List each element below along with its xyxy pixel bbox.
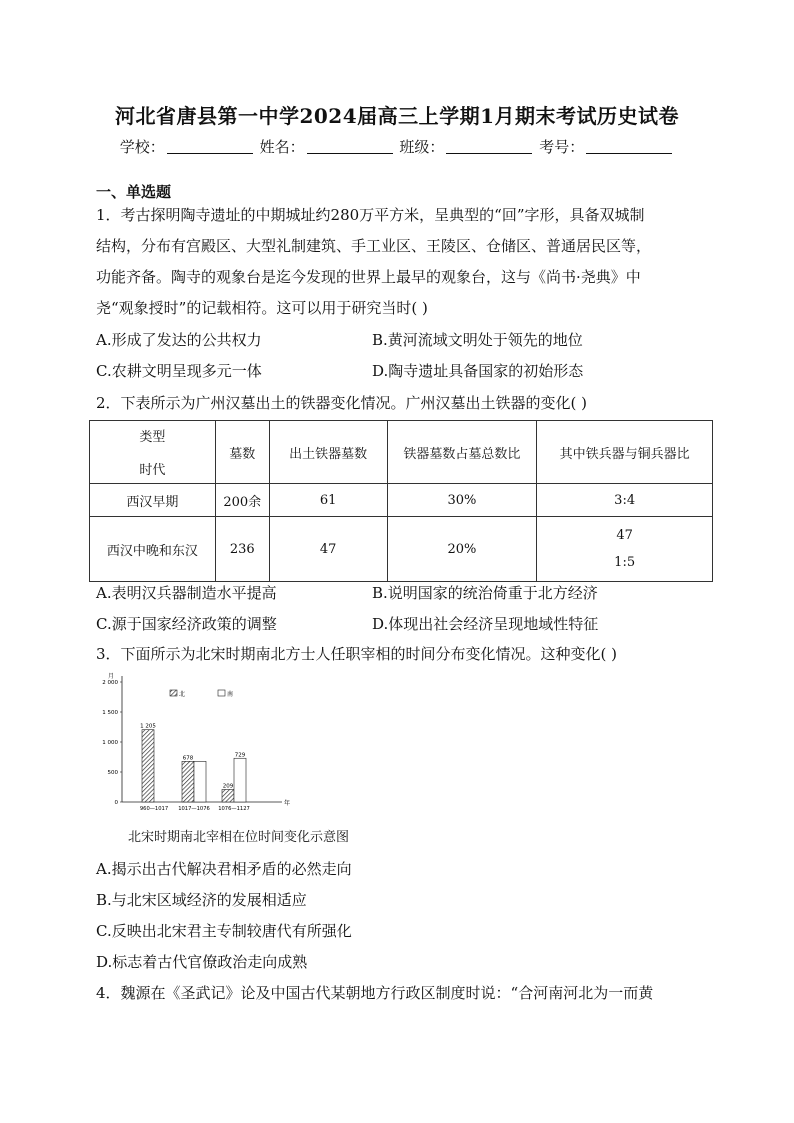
y-tick-label: 500	[107, 770, 118, 776]
table-cell: 47	[269, 517, 387, 582]
x-tick-label: 1076—1127	[218, 806, 250, 812]
q1-line-1: 1．考古探明陶寺遗址的中期城址约280万平方米，呈典型的“回”字形，具备双城制	[96, 206, 645, 224]
q2-stem: 2．下表所示为广州汉墓出土的铁器变化情况。广州汉墓出土铁器的变化( )	[96, 394, 588, 412]
bar-data-label: 729	[234, 752, 246, 759]
q2-option-c[interactable]: C.源于国家经济政策的调整	[96, 615, 277, 633]
q1-option-c[interactable]: C.农耕文明呈现多元一体	[96, 362, 262, 380]
table-cell: 236	[215, 517, 269, 582]
legend-label-south: 南	[227, 691, 234, 698]
y-tick-label: 1 500	[102, 710, 118, 716]
class-label: 班级：	[399, 138, 445, 156]
q2-option-b[interactable]: B.说明国家的统治倚重于北方经济	[372, 584, 598, 602]
bar-south	[234, 758, 246, 802]
corner-top-label: 类型	[139, 430, 166, 445]
q1-line-4: 尧“观象授时”的记载相符。这可以用于研究当时( )	[96, 299, 428, 317]
q3-option-b[interactable]: B.与北宋区域经济的发展相适应	[96, 891, 307, 909]
number-label: 考号：	[539, 138, 585, 156]
q2-option-a[interactable]: A.表明汉兵器制造水平提高	[96, 584, 277, 602]
bar-south	[194, 761, 206, 802]
school-blank[interactable]	[167, 139, 253, 154]
iron-ware-table	[89, 420, 713, 582]
bar-north	[222, 789, 234, 802]
q2-option-d[interactable]: D.体现出社会经济呈现地域性特征	[372, 615, 599, 633]
corner-bottom-label: 时代	[139, 463, 166, 478]
y-tick-label: 0	[114, 800, 118, 806]
section-heading: 一、单选题	[96, 183, 172, 201]
table-cell: 61	[269, 484, 387, 517]
table-header: 出土铁器墓数	[269, 421, 387, 484]
q3-option-c[interactable]: C.反映出北宋君主专制较唐代有所强化	[96, 922, 352, 940]
q4-stem: 4．魏源在《圣武记》论及中国古代某朝地方行政区制度时说：“合河南河北为一而黄	[96, 984, 654, 1002]
number-blank[interactable]	[586, 139, 672, 154]
table-header: 其中铁兵器与铜兵器比	[537, 421, 713, 484]
table-cell: 200余	[215, 484, 269, 517]
q3-option-a[interactable]: A.揭示出古代解决君相矛盾的必然走向	[96, 860, 352, 878]
bar-data-label: 678	[182, 755, 194, 762]
q3-stem: 3．下面所示为北宋时期南北方士人任职宰相的时间分布变化情况。这种变化( )	[96, 645, 618, 663]
table-cell: 西汉中晚和东汉	[90, 517, 216, 582]
y-tick-label: 2 000	[102, 680, 118, 686]
table-cell: 西汉早期	[90, 484, 216, 517]
table-corner-cell	[90, 421, 216, 484]
table-header: 墓数	[215, 421, 269, 484]
bar-north	[142, 730, 154, 802]
ratio-bottom: 1:5	[614, 555, 636, 570]
q1-option-b[interactable]: B.黄河流域文明处于领先的地位	[372, 331, 583, 349]
legend-swatch-south	[218, 690, 225, 696]
q1-option-d[interactable]: D.陶寺遗址具备国家的初始形态	[372, 362, 584, 380]
y-tick-label: 1 000	[102, 740, 118, 746]
ratio-top: 47	[616, 528, 633, 543]
class-blank[interactable]	[446, 139, 532, 154]
table-row	[90, 517, 713, 582]
bar-data-label: 1 205	[140, 723, 156, 730]
bar-data-label: 209	[222, 783, 234, 790]
x-axis-label: 年	[284, 800, 291, 807]
q3-option-d[interactable]: D.标志着古代官僚政治走向成熟	[96, 953, 308, 971]
bar-north	[182, 761, 194, 802]
q1-option-a[interactable]: A.形成了发达的公共权力	[96, 331, 262, 349]
table-cell: 3:4	[537, 484, 713, 517]
student-info-line	[0, 136, 794, 157]
table-header-row	[90, 421, 713, 484]
q1-line-2: 结构，分布有宫殿区、大型礼制建筑、手工业区、王陵区、仓储区、普通居民区等，	[96, 237, 652, 255]
q1-line-3: 功能齐备。陶寺的观象台是迄今发现的世界上最早的观象台，这与《尚书·尧典》中	[96, 268, 641, 286]
table-cell: 20%	[387, 517, 537, 582]
table-cell: 30%	[387, 484, 537, 517]
table-header: 铁器墓数占墓总数比	[387, 421, 537, 484]
chart-caption: 北宋时期南北宰相在位时间变化示意图	[128, 830, 350, 845]
name-label: 姓名：	[259, 138, 305, 156]
legend-label-north: 北	[179, 691, 186, 698]
school-label: 学校：	[119, 138, 165, 156]
prime-minister-bar-chart	[92, 672, 292, 812]
table-cell	[537, 517, 713, 582]
table-row	[90, 484, 713, 517]
page-title: 河北省唐县第一中学2024届高三上学期1月期末考试历史试卷	[114, 104, 680, 128]
x-tick-label: 1017—1076	[178, 806, 210, 812]
legend-swatch-north	[170, 690, 177, 696]
y-axis-label: 月	[108, 673, 115, 680]
x-tick-label: 960—1017	[139, 806, 169, 812]
name-blank[interactable]	[307, 139, 393, 154]
